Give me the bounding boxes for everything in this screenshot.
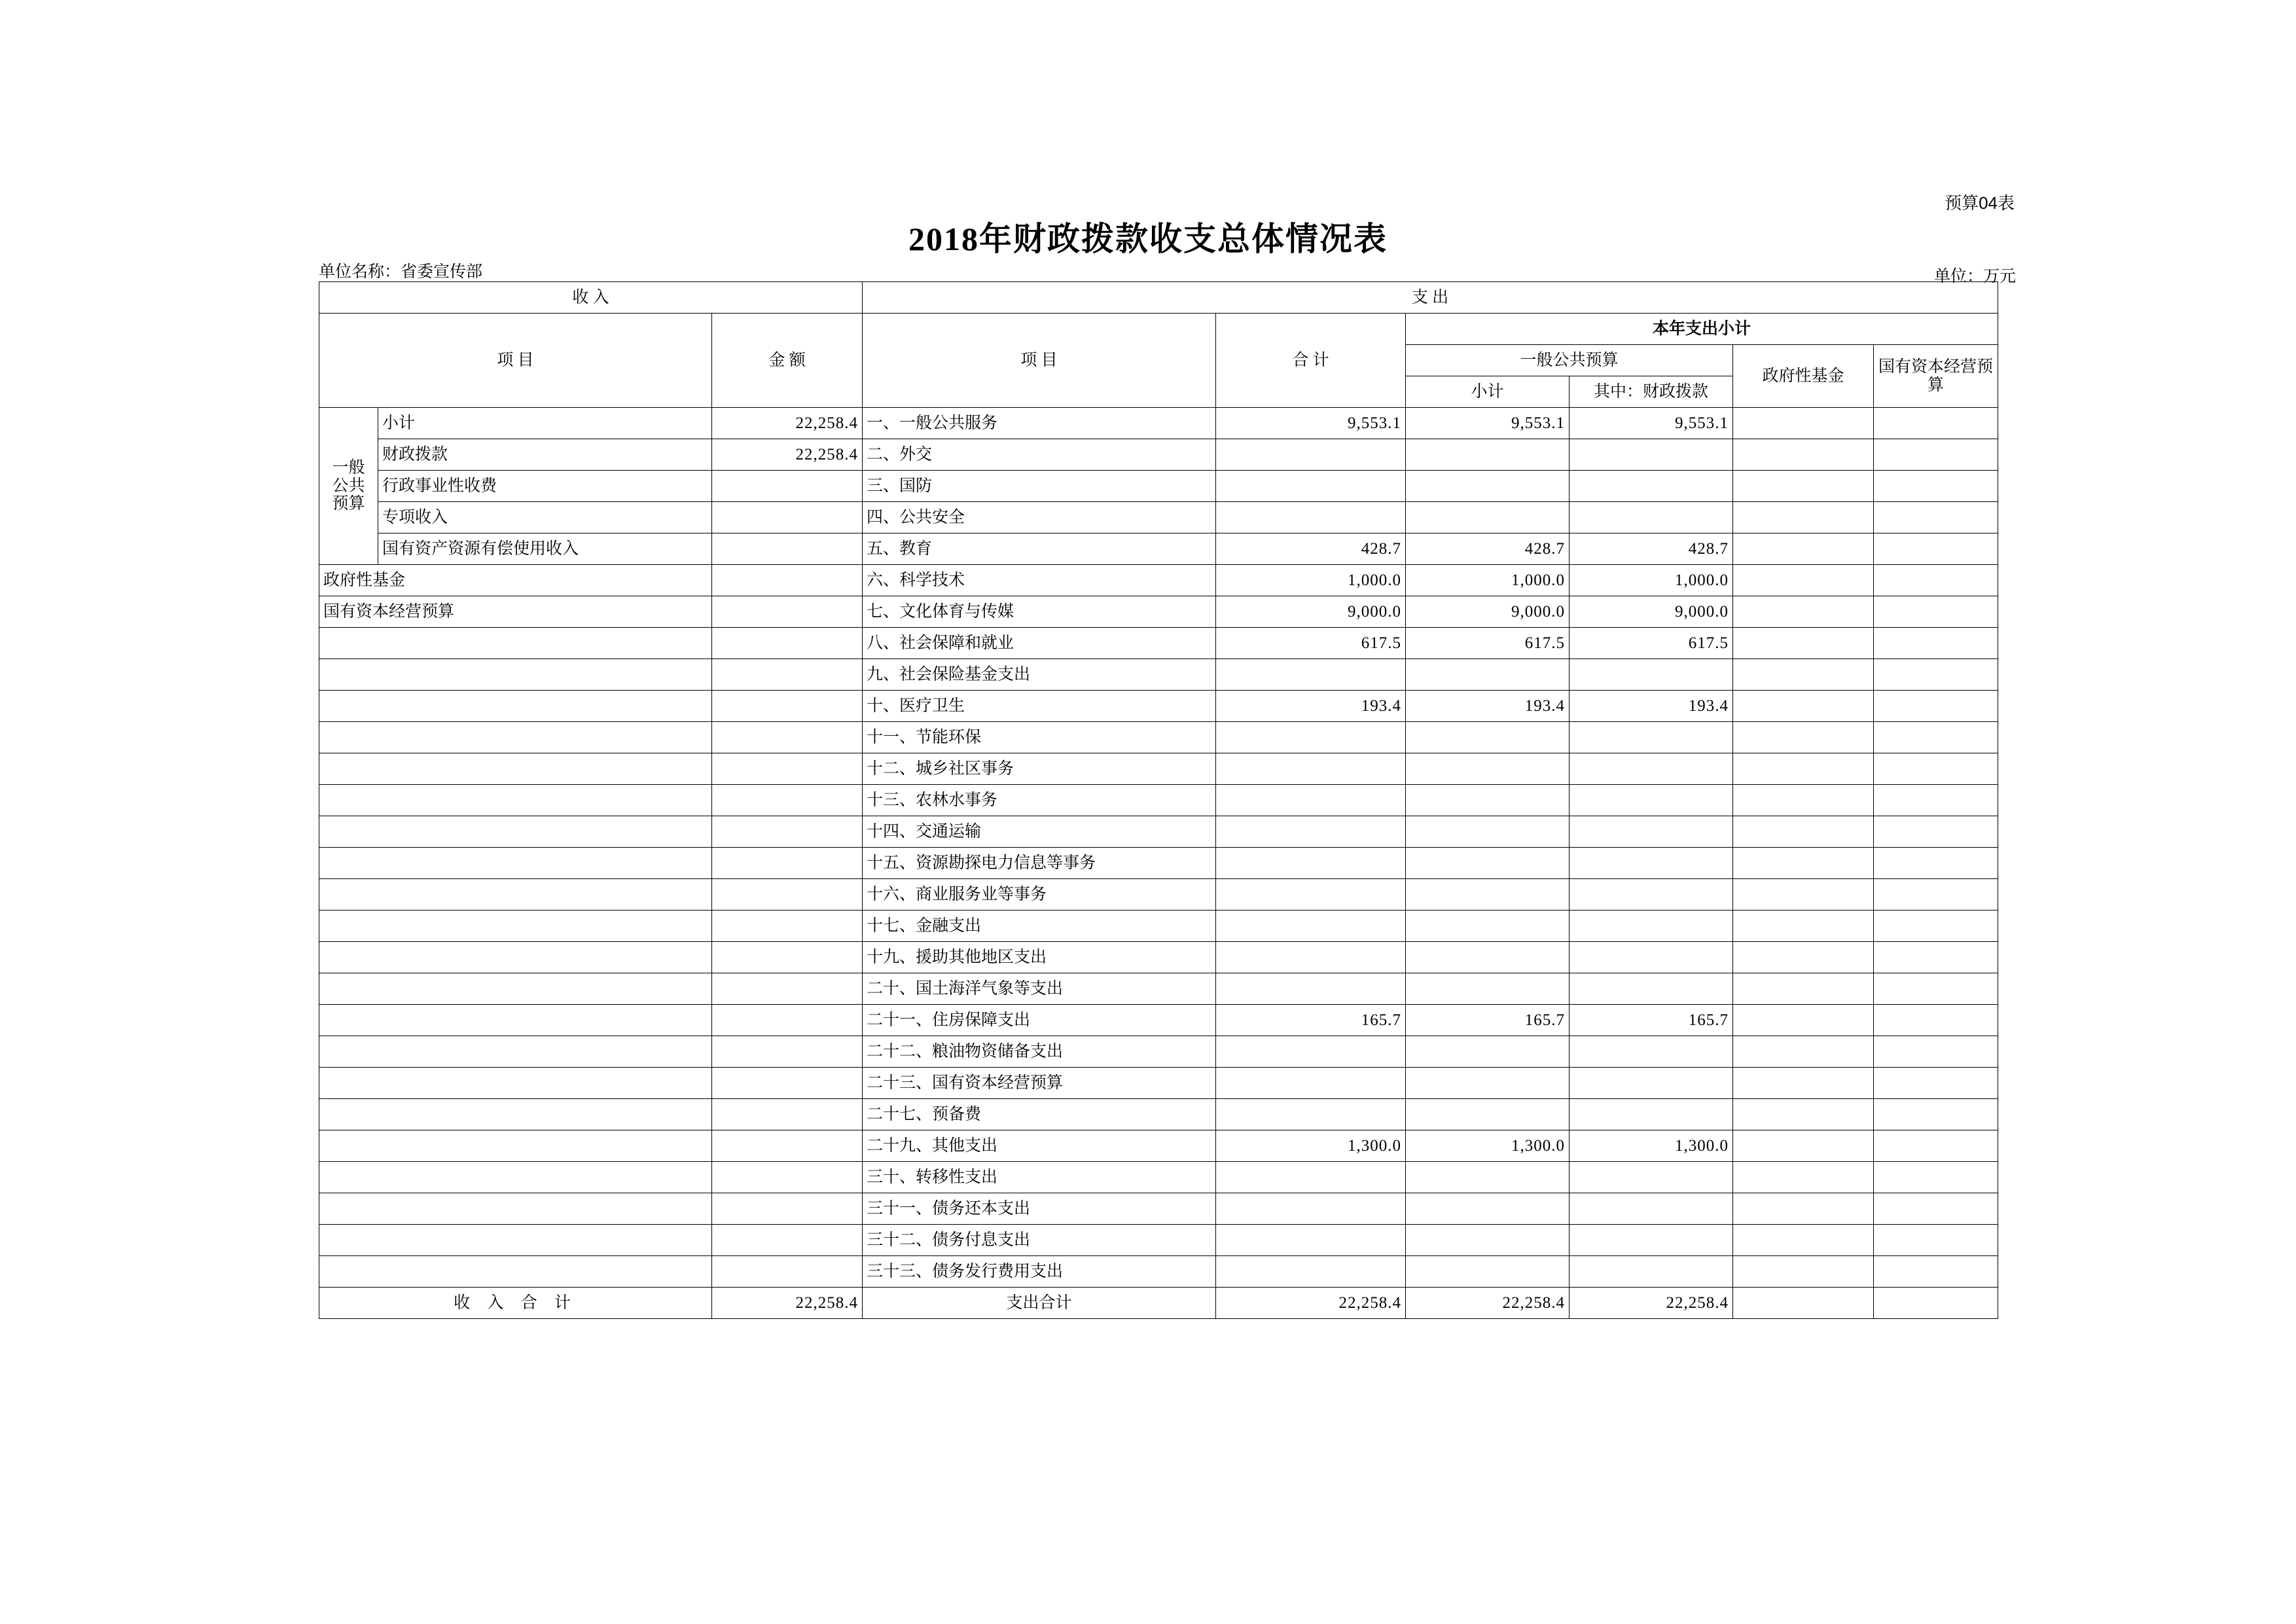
expense-item-state-capital — [1874, 879, 1998, 911]
expense-total-gov-fund — [1733, 1288, 1874, 1319]
expense-item-name: 三十、转移性支出 — [863, 1162, 1216, 1193]
expense-item-state-capital — [1874, 565, 1998, 596]
page-title: 2018年财政拨款收支总体情况表 — [908, 221, 1388, 257]
expense-item-gov-fund — [1733, 816, 1874, 848]
table-row — [319, 1225, 1998, 1256]
unit-measure-label: 单位：万元 — [1933, 268, 2016, 285]
expense-item-fiscal — [1570, 942, 1733, 973]
expense-item-subtotal — [1406, 439, 1570, 471]
expense-item-state-capital — [1874, 1068, 1998, 1099]
income-item-name — [319, 973, 712, 1005]
expense-item-total — [1216, 471, 1406, 502]
income-item-name: 国有资产资源有偿使用收入 — [378, 533, 712, 565]
expense-item-name: 十二、城乡社区事务 — [863, 753, 1216, 785]
expense-item-state-capital — [1874, 816, 1998, 848]
expense-item-name: 二十三、国有资本经营预算 — [863, 1068, 1216, 1099]
expense-item-total: 165.7 — [1216, 1005, 1406, 1036]
income-item-name — [319, 659, 712, 691]
expense-item-gov-fund — [1733, 848, 1874, 879]
income-item-name — [319, 1005, 712, 1036]
table-row — [319, 1036, 1998, 1068]
expense-item-gov-fund — [1733, 408, 1874, 439]
table-row — [319, 942, 1998, 973]
expense-item-state-capital — [1874, 942, 1998, 973]
expense-item-fiscal — [1570, 502, 1733, 533]
expense-item-subtotal: 1,000.0 — [1406, 565, 1570, 596]
table-row — [319, 408, 1998, 439]
expense-item-gov-fund — [1733, 942, 1874, 973]
income-item-amount — [712, 722, 863, 753]
expense-item-total: 9,553.1 — [1216, 408, 1406, 439]
expense-item-subtotal: 9,000.0 — [1406, 596, 1570, 628]
expense-item-fiscal — [1570, 439, 1733, 471]
expense-item-fiscal: 193.4 — [1570, 691, 1733, 722]
expense-item-state-capital — [1874, 1130, 1998, 1162]
expense-item-total — [1216, 1068, 1406, 1099]
income-item-amount — [712, 753, 863, 785]
income-group-label-line2: 公共 — [332, 477, 365, 495]
expense-item-fiscal: 617.5 — [1570, 628, 1733, 659]
expense-item-gov-fund — [1733, 722, 1874, 753]
income-item-name — [319, 691, 712, 722]
income-group-label — [319, 408, 378, 565]
income-item-amount — [712, 973, 863, 1005]
expense-item-total — [1216, 659, 1406, 691]
expense-item-name: 十四、交通运输 — [863, 816, 1216, 848]
expense-item-fiscal — [1570, 911, 1733, 942]
expense-item-subtotal — [1406, 1099, 1570, 1130]
expense-item-fiscal — [1570, 1193, 1733, 1225]
expense-item-gov-fund — [1733, 879, 1874, 911]
table-row — [319, 1193, 1998, 1225]
header-expense-total: 合 计 — [1216, 314, 1406, 408]
table-row — [319, 1099, 1998, 1130]
expense-item-state-capital — [1874, 1225, 1998, 1256]
income-item-amount — [712, 1225, 863, 1256]
income-item-name — [319, 1193, 712, 1225]
expense-item-total — [1216, 973, 1406, 1005]
expense-item-subtotal — [1406, 1068, 1570, 1099]
expense-item-total — [1216, 942, 1406, 973]
expense-item-subtotal — [1406, 659, 1570, 691]
expense-item-state-capital — [1874, 659, 1998, 691]
expense-item-fiscal — [1570, 973, 1733, 1005]
expense-item-state-capital — [1874, 1256, 1998, 1288]
expense-item-gov-fund — [1733, 1225, 1874, 1256]
table-row — [319, 785, 1998, 816]
header-year-subtotal: 本年支出小计 — [1406, 314, 1998, 345]
expense-item-gov-fund — [1733, 502, 1874, 533]
expense-total-state-capital — [1874, 1288, 1998, 1319]
expense-item-state-capital — [1874, 439, 1998, 471]
budget-table — [319, 281, 1998, 1319]
income-item-amount — [712, 1005, 863, 1036]
expense-item-name: 六、科学技术 — [863, 565, 1216, 596]
expense-item-name: 五、教育 — [863, 533, 1216, 565]
expense-item-name: 十七、金融支出 — [863, 911, 1216, 942]
table-row — [319, 596, 1998, 628]
expense-item-total: 428.7 — [1216, 533, 1406, 565]
expense-item-name: 三、国防 — [863, 471, 1216, 502]
expense-item-gov-fund — [1733, 471, 1874, 502]
income-item-amount — [712, 691, 863, 722]
table-row — [319, 879, 1998, 911]
expense-item-state-capital — [1874, 502, 1998, 533]
expense-item-gov-fund — [1733, 533, 1874, 565]
income-item-amount: 22,258.4 — [712, 408, 863, 439]
income-item-name — [319, 753, 712, 785]
income-item-name: 小计 — [378, 408, 712, 439]
form-number: 预算04表 — [1945, 193, 2015, 213]
expense-item-state-capital — [1874, 848, 1998, 879]
income-item-amount — [712, 1162, 863, 1193]
header-income-amount: 金 额 — [712, 314, 863, 408]
table-row — [319, 1005, 1998, 1036]
income-item-amount — [712, 942, 863, 973]
table-row — [319, 471, 1998, 502]
table-row — [319, 533, 1998, 565]
expense-item-name: 十五、资源勘探电力信息等事务 — [863, 848, 1216, 879]
expense-item-gov-fund — [1733, 1005, 1874, 1036]
expense-item-gov-fund — [1733, 1193, 1874, 1225]
header-general-public-budget: 一般公共预算 — [1406, 345, 1733, 376]
income-item-name — [319, 722, 712, 753]
expense-item-name: 三十三、债务发行费用支出 — [863, 1256, 1216, 1288]
table-body — [319, 282, 1998, 1319]
expense-item-total: 1,300.0 — [1216, 1130, 1406, 1162]
income-item-name — [319, 911, 712, 942]
income-item-name: 国有资本经营预算 — [319, 596, 712, 628]
expense-item-fiscal — [1570, 879, 1733, 911]
table-row — [319, 816, 1998, 848]
expense-item-state-capital — [1874, 1005, 1998, 1036]
expense-item-gov-fund — [1733, 565, 1874, 596]
expense-item-fiscal — [1570, 1068, 1733, 1099]
income-item-amount — [712, 471, 863, 502]
expense-item-name: 十三、农林水事务 — [863, 785, 1216, 816]
expense-item-gov-fund — [1733, 1036, 1874, 1068]
income-total-amount: 22,258.4 — [712, 1288, 863, 1319]
expense-item-gov-fund — [1733, 911, 1874, 942]
income-item-amount — [712, 502, 863, 533]
expense-item-subtotal — [1406, 1256, 1570, 1288]
expense-item-subtotal — [1406, 753, 1570, 785]
table-header-row-groups — [319, 282, 1998, 314]
table-header-row-subtotal — [319, 314, 1998, 345]
income-item-amount — [712, 565, 863, 596]
expense-item-subtotal — [1406, 1225, 1570, 1256]
expense-item-subtotal — [1406, 816, 1570, 848]
expense-item-state-capital — [1874, 596, 1998, 628]
header-income-item: 项 目 — [319, 314, 712, 408]
income-item-name — [319, 816, 712, 848]
income-item-name — [319, 942, 712, 973]
table-row — [319, 502, 1998, 533]
expense-item-total — [1216, 1099, 1406, 1130]
expense-total-subtotal: 22,258.4 — [1406, 1288, 1570, 1319]
expense-item-subtotal — [1406, 1193, 1570, 1225]
expense-item-fiscal — [1570, 816, 1733, 848]
header-gov-fund: 政府性基金 — [1733, 345, 1874, 408]
expense-item-fiscal — [1570, 1225, 1733, 1256]
expense-item-state-capital — [1874, 1099, 1998, 1130]
income-item-amount — [712, 628, 863, 659]
expense-item-name: 二十九、其他支出 — [863, 1130, 1216, 1162]
income-item-name: 财政拨款 — [378, 439, 712, 471]
expense-item-total — [1216, 879, 1406, 911]
expense-item-fiscal — [1570, 1099, 1733, 1130]
expense-item-state-capital — [1874, 911, 1998, 942]
expense-item-subtotal — [1406, 973, 1570, 1005]
income-item-name — [319, 1256, 712, 1288]
expense-item-gov-fund — [1733, 628, 1874, 659]
expense-item-fiscal: 165.7 — [1570, 1005, 1733, 1036]
expense-item-total: 1,000.0 — [1216, 565, 1406, 596]
income-item-name — [319, 1099, 712, 1130]
expense-item-state-capital — [1874, 471, 1998, 502]
table-row — [319, 722, 1998, 753]
income-item-amount — [712, 1256, 863, 1288]
expense-item-name: 十九、援助其他地区支出 — [863, 942, 1216, 973]
expense-item-state-capital — [1874, 722, 1998, 753]
expense-item-subtotal — [1406, 848, 1570, 879]
expense-item-subtotal — [1406, 1162, 1570, 1193]
income-item-name — [319, 1130, 712, 1162]
expense-item-gov-fund — [1733, 1162, 1874, 1193]
expense-item-fiscal — [1570, 471, 1733, 502]
table-row — [319, 659, 1998, 691]
expense-item-subtotal: 9,553.1 — [1406, 408, 1570, 439]
expense-item-fiscal — [1570, 659, 1733, 691]
expense-item-gov-fund — [1733, 596, 1874, 628]
expense-item-name: 三十二、债务付息支出 — [863, 1225, 1216, 1256]
expense-item-total: 193.4 — [1216, 691, 1406, 722]
expense-item-name: 二、外交 — [863, 439, 1216, 471]
expense-item-total — [1216, 753, 1406, 785]
expense-item-total — [1216, 785, 1406, 816]
income-item-amount — [712, 1099, 863, 1130]
expense-item-subtotal — [1406, 471, 1570, 502]
expense-item-total — [1216, 502, 1406, 533]
income-item-amount: 22,258.4 — [712, 439, 863, 471]
header-subtotal: 小计 — [1406, 376, 1570, 408]
expense-item-name: 三十一、债务还本支出 — [863, 1193, 1216, 1225]
expense-item-subtotal — [1406, 785, 1570, 816]
expense-item-subtotal: 428.7 — [1406, 533, 1570, 565]
expense-item-total — [1216, 722, 1406, 753]
expense-item-state-capital — [1874, 973, 1998, 1005]
income-item-amount — [712, 1193, 863, 1225]
expense-item-subtotal: 617.5 — [1406, 628, 1570, 659]
header-expense-group: 支 出 — [863, 282, 1998, 314]
table-row — [319, 1162, 1998, 1193]
header-state-capital: 国有资本经营预算 — [1874, 345, 1998, 408]
expense-item-fiscal: 1,300.0 — [1570, 1130, 1733, 1162]
income-item-name — [319, 785, 712, 816]
income-item-name — [319, 879, 712, 911]
expense-total-label: 支出合计 — [863, 1288, 1216, 1319]
table-total-row — [319, 1288, 1998, 1319]
income-group-label-line3: 预算 — [332, 495, 365, 513]
expense-item-name: 四、公共安全 — [863, 502, 1216, 533]
expense-item-subtotal — [1406, 722, 1570, 753]
income-item-name — [319, 848, 712, 879]
expense-item-gov-fund — [1733, 973, 1874, 1005]
table-row — [319, 1130, 1998, 1162]
expense-item-name: 十一、节能环保 — [863, 722, 1216, 753]
expense-item-name: 一、一般公共服务 — [863, 408, 1216, 439]
expense-item-fiscal: 9,553.1 — [1570, 408, 1733, 439]
expense-item-fiscal: 1,000.0 — [1570, 565, 1733, 596]
expense-item-fiscal — [1570, 1162, 1733, 1193]
expense-item-subtotal — [1406, 911, 1570, 942]
expense-item-total — [1216, 1225, 1406, 1256]
income-item-amount — [712, 1036, 863, 1068]
expense-item-state-capital — [1874, 753, 1998, 785]
expense-item-name: 二十七、预备费 — [863, 1099, 1216, 1130]
income-group-label-line1: 一般 — [332, 459, 365, 477]
table-row — [319, 848, 1998, 879]
expense-item-total — [1216, 1162, 1406, 1193]
income-item-amount — [712, 533, 863, 565]
expense-item-state-capital — [1874, 785, 1998, 816]
expense-item-total — [1216, 1193, 1406, 1225]
expense-item-fiscal: 9,000.0 — [1570, 596, 1733, 628]
table-row — [319, 439, 1998, 471]
income-total-label: 收 入 合 计 — [319, 1288, 712, 1319]
income-item-name — [319, 628, 712, 659]
expense-item-total — [1216, 1036, 1406, 1068]
table-row — [319, 753, 1998, 785]
expense-item-gov-fund — [1733, 1256, 1874, 1288]
expense-item-state-capital — [1874, 1036, 1998, 1068]
expense-item-total — [1216, 439, 1406, 471]
income-item-amount — [712, 785, 863, 816]
expense-item-subtotal — [1406, 1036, 1570, 1068]
expense-item-gov-fund — [1733, 439, 1874, 471]
expense-total-fiscal: 22,258.4 — [1570, 1288, 1733, 1319]
expense-total-total: 22,258.4 — [1216, 1288, 1406, 1319]
expense-item-gov-fund — [1733, 785, 1874, 816]
expense-item-gov-fund — [1733, 1099, 1874, 1130]
table-row — [319, 691, 1998, 722]
expense-item-state-capital — [1874, 533, 1998, 565]
expense-item-fiscal — [1570, 722, 1733, 753]
income-item-name: 政府性基金 — [319, 565, 712, 596]
table-row — [319, 565, 1998, 596]
expense-item-fiscal — [1570, 848, 1733, 879]
expense-item-total: 9,000.0 — [1216, 596, 1406, 628]
expense-item-subtotal — [1406, 502, 1570, 533]
income-item-name: 专项收入 — [378, 502, 712, 533]
expense-item-name: 二十二、粮油物资储备支出 — [863, 1036, 1216, 1068]
table-row — [319, 911, 1998, 942]
income-item-name — [319, 1068, 712, 1099]
expense-item-total — [1216, 911, 1406, 942]
expense-item-subtotal: 1,300.0 — [1406, 1130, 1570, 1162]
expense-item-fiscal — [1570, 1036, 1733, 1068]
expense-item-gov-fund — [1733, 1130, 1874, 1162]
unit-name-label: 单位名称：省委宣传部 — [319, 263, 483, 281]
expense-item-name: 二十、国土海洋气象等支出 — [863, 973, 1216, 1005]
expense-item-subtotal — [1406, 879, 1570, 911]
expense-item-gov-fund — [1733, 1068, 1874, 1099]
income-item-name — [319, 1162, 712, 1193]
expense-item-total — [1216, 1256, 1406, 1288]
income-item-amount — [712, 659, 863, 691]
expense-item-fiscal — [1570, 753, 1733, 785]
header-income-group: 收 入 — [319, 282, 863, 314]
income-item-amount — [712, 848, 863, 879]
header-of-which-fiscal: 其中：财政拨款 — [1570, 376, 1733, 408]
income-item-amount — [712, 879, 863, 911]
expense-item-gov-fund — [1733, 753, 1874, 785]
expense-item-total — [1216, 816, 1406, 848]
expense-item-name: 十六、商业服务业等事务 — [863, 879, 1216, 911]
expense-item-total: 617.5 — [1216, 628, 1406, 659]
income-item-amount — [712, 911, 863, 942]
expense-item-name: 八、社会保障和就业 — [863, 628, 1216, 659]
expense-item-name: 二十一、住房保障支出 — [863, 1005, 1216, 1036]
expense-item-state-capital — [1874, 408, 1998, 439]
income-item-name — [319, 1225, 712, 1256]
income-item-name: 行政事业性收费 — [378, 471, 712, 502]
header-expense-item: 项 目 — [863, 314, 1216, 408]
expense-item-fiscal — [1570, 1256, 1733, 1288]
expense-item-subtotal: 165.7 — [1406, 1005, 1570, 1036]
expense-item-fiscal: 428.7 — [1570, 533, 1733, 565]
expense-item-subtotal — [1406, 942, 1570, 973]
income-item-amount — [712, 1130, 863, 1162]
expense-item-subtotal: 193.4 — [1406, 691, 1570, 722]
table-row — [319, 1256, 1998, 1288]
income-item-amount — [712, 816, 863, 848]
expense-item-state-capital — [1874, 691, 1998, 722]
expense-item-fiscal — [1570, 785, 1733, 816]
expense-item-state-capital — [1874, 628, 1998, 659]
table-row — [319, 1068, 1998, 1099]
income-item-amount — [712, 596, 863, 628]
expense-item-name: 十、医疗卫生 — [863, 691, 1216, 722]
table-row — [319, 628, 1998, 659]
expense-item-gov-fund — [1733, 659, 1874, 691]
expense-item-name: 七、文化体育与传媒 — [863, 596, 1216, 628]
income-item-amount — [712, 1068, 863, 1099]
table-row — [319, 973, 1998, 1005]
expense-item-name: 九、社会保险基金支出 — [863, 659, 1216, 691]
expense-item-state-capital — [1874, 1193, 1998, 1225]
income-item-name — [319, 1036, 712, 1068]
expense-item-total — [1216, 848, 1406, 879]
expense-item-gov-fund — [1733, 691, 1874, 722]
expense-item-state-capital — [1874, 1162, 1998, 1193]
